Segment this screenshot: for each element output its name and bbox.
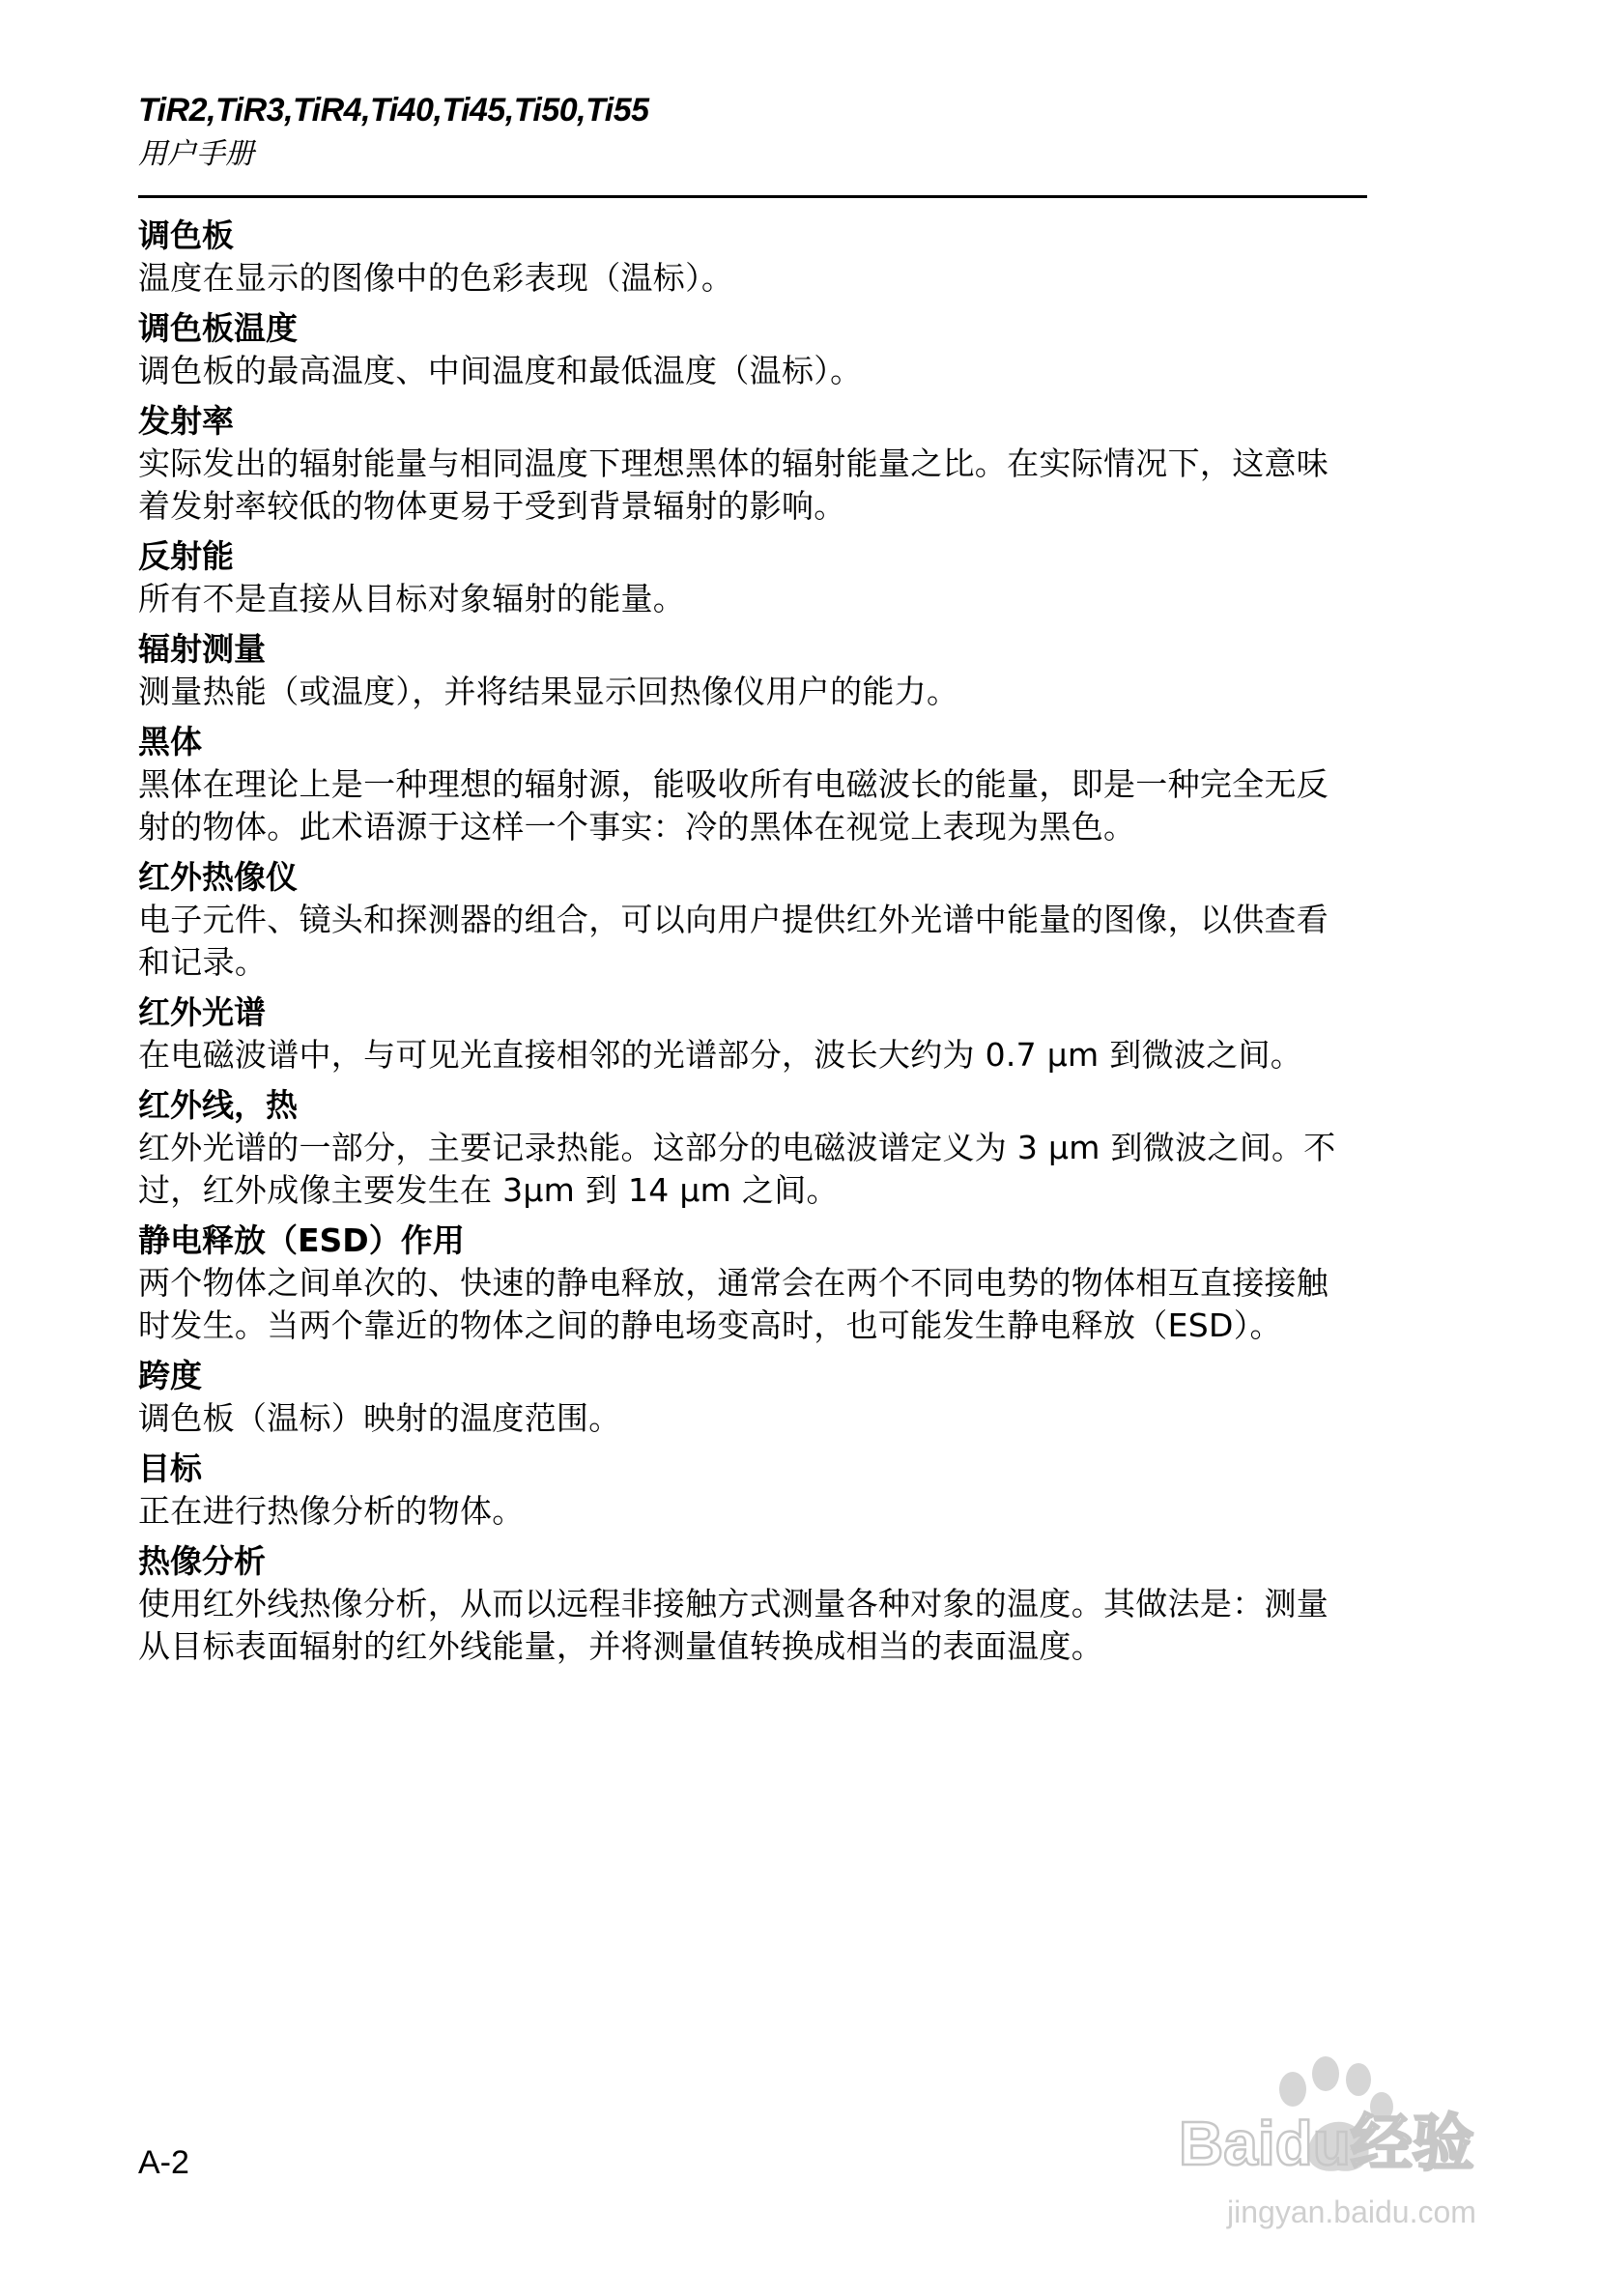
watermark-brand: Baidu经验	[1179, 2109, 1474, 2178]
glossary-definition: 红外光谱的一部分，主要记录热能。这部分的电磁波谱定义为 3 μm 到微波之间。不过，红外成像主要发生在 3μm 到 14 μm 之间。	[138, 1129, 1336, 1209]
glossary-list	[138, 215, 1346, 1676]
glossary-entry	[138, 991, 1346, 1076]
watermark-url: jingyan.baidu.com	[1227, 2195, 1476, 2229]
glossary-entry	[138, 215, 1346, 300]
glossary-entry	[138, 307, 1346, 392]
glossary-term: 反射能	[138, 537, 234, 575]
glossary-definition: 在电磁波谱中，与可见光直接相邻的光谱部分，波长大约为 0.7 μm 到微波之间。	[138, 1036, 1303, 1074]
glossary-term: 调色板	[138, 216, 234, 254]
glossary-definition: 黑体在理论上是一种理想的辐射源，能吸收所有电磁波长的能量，即是一种完全无反射的物体。此术语源于这样一个事实：冷的黑体在视觉上表现为黑色。	[138, 765, 1329, 846]
glossary-entry	[138, 1084, 1346, 1212]
glossary-term: 跨度	[138, 1357, 202, 1394]
glossary-entry	[138, 1220, 1346, 1347]
glossary-definition: 调色板（温标）映射的温度范围。	[138, 1399, 621, 1437]
glossary-definition: 调色板的最高温度、中间温度和最低温度（温标）。	[138, 352, 863, 389]
page-number: A-2	[138, 2144, 189, 2181]
glossary-term: 目标	[138, 1449, 202, 1487]
glossary-definition: 温度在显示的图像中的色彩表现（温标）。	[138, 259, 734, 297]
glossary-entry	[138, 1355, 1346, 1440]
glossary-term: 热像分析	[138, 1542, 266, 1580]
glossary-entry	[138, 856, 1346, 984]
glossary-term: 黑体	[138, 723, 202, 761]
glossary-definition: 测量热能（或温度），并将结果显示回热像仪用户的能力。	[138, 673, 959, 710]
glossary-entry	[138, 535, 1346, 620]
glossary-entry	[138, 1448, 1346, 1533]
glossary-entry	[138, 721, 1346, 848]
baidu-jingyan-watermark	[1121, 2029, 1507, 2252]
glossary-definition: 所有不是直接从目标对象辐射的能量。	[138, 580, 686, 617]
glossary-definition: 正在进行热像分析的物体。	[138, 1492, 525, 1530]
glossary-term: 红外热像仪	[138, 858, 298, 896]
glossary-term: 发射率	[138, 402, 234, 440]
glossary-term: 辐射测量	[138, 630, 266, 668]
glossary-entry	[138, 400, 1346, 528]
glossary-definition: 使用红外线热像分析，从而以远程非接触方式测量各种对象的温度。其做法是：测量从目标表面辐射的红外线能量，并将测量值转换成相当的表面温度。	[138, 1585, 1329, 1665]
document-header	[138, 89, 1365, 176]
glossary-definition: 实际发出的辐射能量与相同温度下理想黑体的辐射能量之比。在实际情况下，这意味着发射率较低的物体更易于受到背景辐射的影响。	[138, 445, 1329, 525]
document-subtitle: 用户手册	[138, 137, 254, 171]
glossary-term: 静电释放（ESD）作用	[138, 1221, 465, 1259]
glossary-entry	[138, 1540, 1346, 1668]
glossary-term: 红外线，热	[138, 1086, 298, 1124]
glossary-entry	[138, 628, 1346, 713]
glossary-definition: 电子元件、镜头和探测器的组合，可以向用户提供红外光谱中能量的图像，以供查看和记录。	[138, 901, 1329, 981]
document-title: TiR2,TiR3,TiR4,Ti40,Ti45,Ti50,Ti55	[138, 92, 649, 129]
glossary-term: 红外光谱	[138, 993, 266, 1031]
header-divider	[138, 195, 1367, 198]
glossary-term: 调色板温度	[138, 309, 298, 347]
glossary-definition: 两个物体之间单次的、快速的静电释放，通常会在两个不同电势的物体相互直接接触时发生。当两个靠近的物体之间的静电场变高时，也可能发生静电释放（ESD）。	[138, 1264, 1329, 1344]
